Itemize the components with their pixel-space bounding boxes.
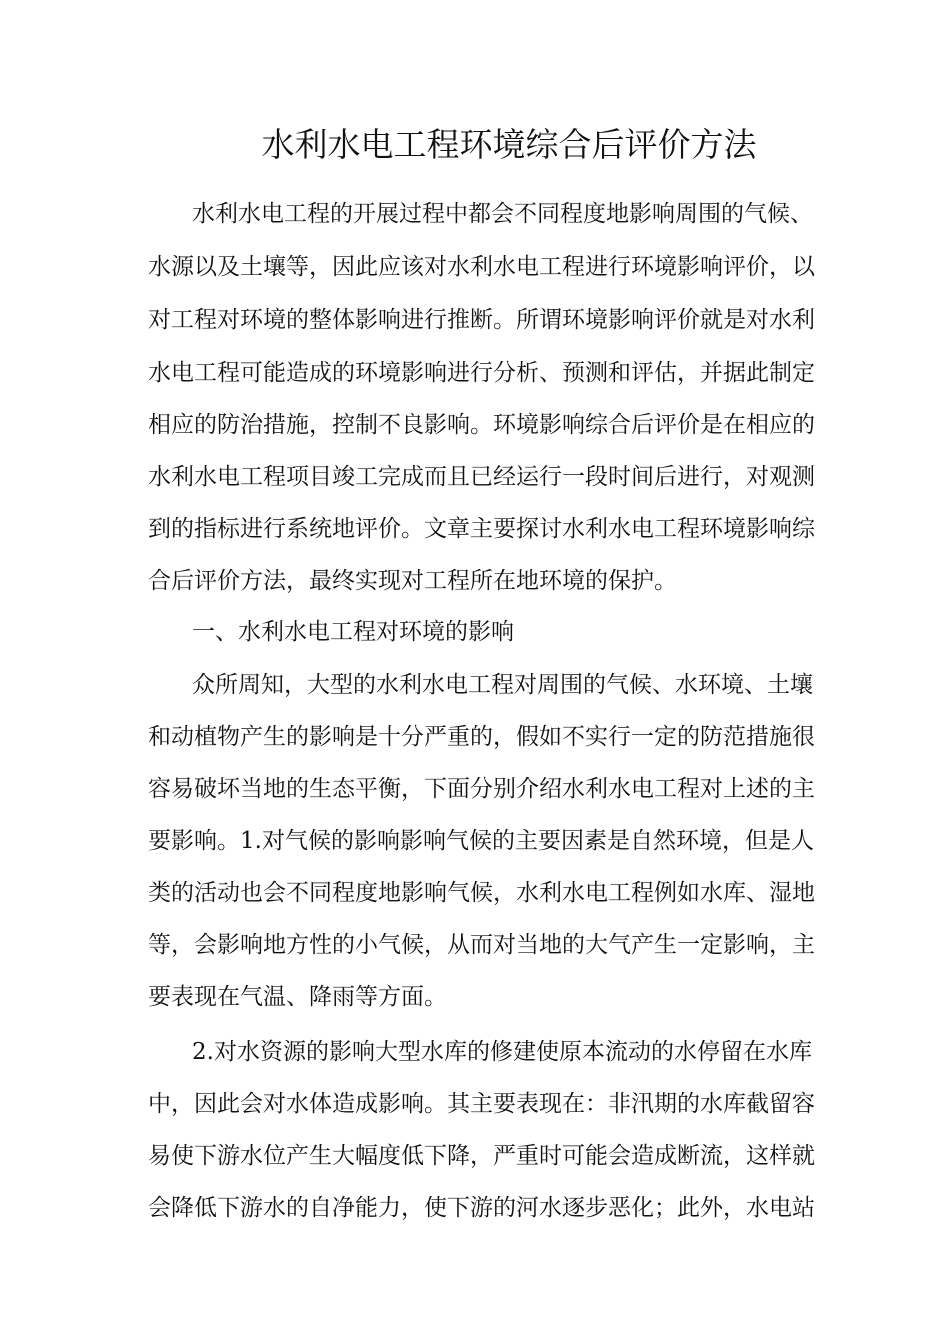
paragraph-line: 水利水电工程项目竣工完成而且已经运行一段时间后进行，对观测 — [148, 464, 815, 490]
paragraph-line: 水电工程可能造成的环境影响进行分析、预测和评估，并据此制定 — [148, 360, 815, 386]
paragraph-line: 容易破坏当地的生态平衡，下面分别介绍水利水电工程对上述的主 — [148, 776, 815, 802]
paragraph-line: 水利水电工程的开展过程中都会不同程度地影响周围的气候、 — [192, 201, 813, 227]
paragraph-line: 到的指标进行系统地评价。文章主要探讨水利水电工程环境影响综 — [148, 516, 815, 542]
paragraph-line: 中，因此会对水体造成影响。其主要表现在：非汛期的水库截留容 — [148, 1091, 815, 1117]
paragraph-line: 类的活动也会不同程度地影响气候，水利水电工程例如水库、湿地 — [148, 880, 815, 906]
section-heading: 一、水利水电工程对环境的影响 — [192, 619, 514, 645]
paragraph-line: 水源以及土壤等，因此应该对水利水电工程进行环境影响评价，以 — [148, 254, 815, 280]
paragraph-line: 2.对水资源的影响大型水库的修建使原本流动的水停留在水库 — [192, 1039, 812, 1065]
paragraph-line: 会降低下游水的自净能力，使下游的河水逐步恶化；此外，水电站 — [148, 1195, 815, 1221]
paragraph-line: 相应的防治措施，控制不良影响。环境影响综合后评价是在相应的 — [148, 412, 815, 438]
paragraph-line: 要影响。1.对气候的影响影响气候的主要因素是自然环境，但是人 — [148, 828, 814, 854]
paragraph-line: 易使下游水位产生大幅度低下降，严重时可能会造成断流，这样就 — [148, 1143, 815, 1169]
paragraph-line: 对工程对环境的整体影响进行推断。所谓环境影响评价就是对水利 — [148, 307, 815, 333]
paragraph-line: 众所周知，大型的水利水电工程对周围的气候、水环境、土壤 — [192, 672, 813, 698]
paragraph-line: 和动植物产生的影响是十分严重的，假如不实行一定的防范措施很 — [148, 724, 815, 750]
document-title: 水利水电工程环境综合后评价方法 — [261, 125, 757, 164]
paragraph-line: 要表现在气温、降雨等方面。 — [148, 984, 447, 1010]
paragraph-line: 等，会影响地方性的小气候，从而对当地的大气产生一定影响，主 — [148, 932, 815, 958]
paragraph-line: 合后评价方法，最终实现对工程所在地环境的保护。 — [148, 568, 677, 594]
